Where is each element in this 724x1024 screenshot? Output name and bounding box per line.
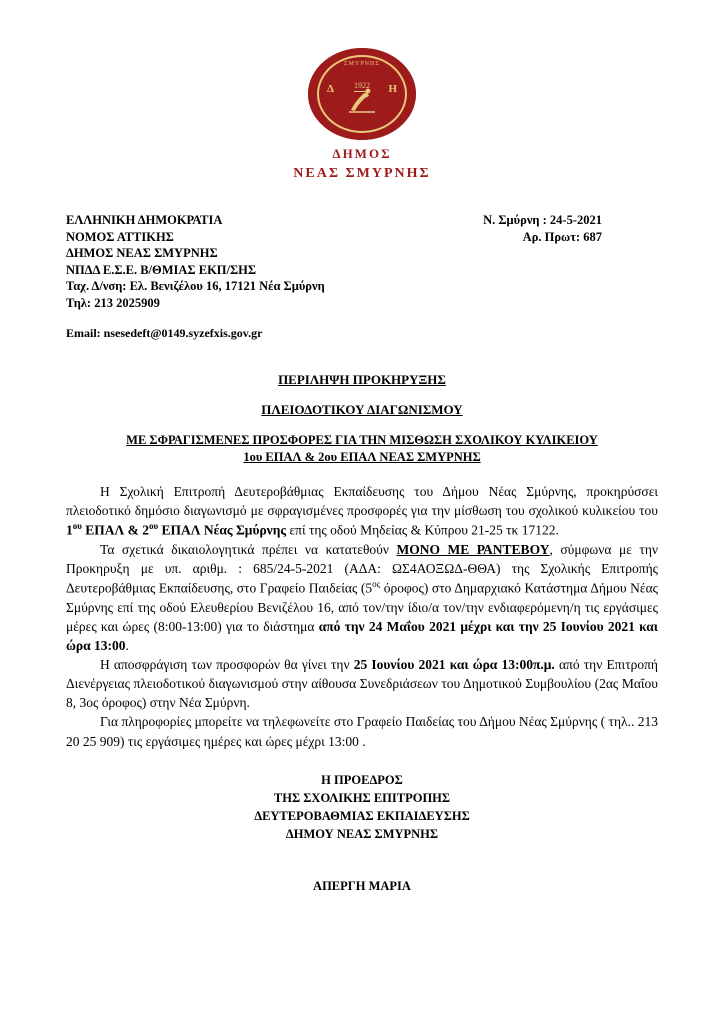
title-line-1: ΠΕΡΙΛΗΨΗ ΠΡΟΚΗΡΥΞΗΣ <box>278 371 446 387</box>
logo-name-line1: ΔΗΜΟΣ <box>332 146 392 161</box>
document-body <box>66 482 658 751</box>
p2-floor-sup: ος <box>372 578 381 589</box>
p1-bold-1-sup: ου <box>72 520 82 531</box>
p1-bold-3: ΕΠΑΛ Νέας Σμύρνης <box>158 522 287 538</box>
p2-emphasis-appointment: ΜΟΝΟ ΜΕ ΡΑΝΤΕΒΟΥ <box>396 541 550 557</box>
p3-part-a: Η αποσφράγιση των προσφορών θα γίνει την <box>100 656 354 672</box>
p1-bold-2-sup: ου <box>148 520 159 531</box>
p1-bold-1: 1 <box>66 522 73 538</box>
authority-line-3: ΔΗΜΟΣ ΝΕΑΣ ΣΜΥΡΝΗΣ <box>66 246 218 260</box>
seal-top-text: ΣΜΥΡΝΗΣ <box>344 61 380 67</box>
signature-line-1: Η ΠΡΟΕΔΡΟΣ <box>321 772 403 787</box>
letterhead <box>66 212 658 342</box>
authority-line-2: ΝΟΜΟΣ ΑΤΤΙΚΗΣ <box>66 229 174 244</box>
signature-line-2: ΤΗΣ ΣΧΟΛΙΚΗΣ ΕΠΙΤΡΟΠΗΣ <box>273 790 451 805</box>
title-line-2: ΠΛΕΙΟΔΟΤΙΚΟΥ ΔΙΑΓΩΝΙΣΜΟΥ <box>261 401 463 417</box>
p1-part-c: επί της οδού Μηδείας & Κύπρου 21-25 τκ 17122. <box>286 522 559 538</box>
paragraph-4: Για πληροφορίες μπορείτε να τηλεφωνείτε στο Γραφείο Παιδείας του Δήμου Νέας Σμύρνης ( τηλ.. 213 20 25 909) τις εργάσιμες ημέρες και ώρες μέχρι 13:00 . <box>66 714 658 749</box>
paragraph-3 <box>66 655 658 712</box>
p3-part-c: από την Επιτροπή Διενέργειας πλειοδοτικού διαγωνισμού στην αίθουσα Συνεδριάσεων του Δημοτικού Συμβουλίου (2ας Μαΐου 8, 3ος όροφος) στην Νέα Σμύρνη. <box>66 656 658 711</box>
logo-name-line2: ΝΕΑΣ ΣΜΥΡΝΗΣ <box>293 166 431 181</box>
p2-submission-period: από την 24 Μαΐου 2021 μέχρι και την 25 Ιουνίου 2021 και ώρα 13:00 <box>66 618 658 653</box>
seal-emblem-icon <box>308 48 416 140</box>
seal-inner-ring <box>317 55 407 133</box>
seal-letter-left: Δ <box>327 83 334 95</box>
p2-part-d: όροφος) στο Δημαρχιακό Κατάστημα Δήμου Νέας Σμύρνης επί της οδού Ελευθερίου Βενιζέλου 16, από τον/την ίδιο/α τον/την ενδιαφερόμενη/η τις εργάσιμες μέρες και ώρες (8:00-13:00) για το διάστημα <box>66 580 658 634</box>
authority-line-4: ΝΠΔΔ Ε.Σ.Ε. Β/ΘΜΙΑΣ ΕΚΠ/ΣΗΣ <box>66 262 257 277</box>
place-date: Ν. Σμύρνη : 24-5-2021 <box>483 213 602 227</box>
title-line-3b: 1ου ΕΠΑΛ & 2ου ΕΠΑΛ ΝΕΑΣ ΣΜΥΡΝΗΣ <box>243 449 481 464</box>
p1-part-a: Η Σχολική Επιτροπή Δευτεροβάθμιας Εκπαίδευσης του Δήμου Νέας Σμύρνης, προκηρύσσει πλειοδοτικό δημόσιο διαγωνισμό με σφραγισμένες προσφορές για την μίσθωση του σχολικού κυλικείου του <box>66 483 658 518</box>
municipality-logo <box>66 48 658 182</box>
signature-block <box>66 771 658 844</box>
authority-line-1: ΕΛΛΗΝΙΚΗ ΔΗΜΟΚΡΑΤΙΑ <box>66 213 223 227</box>
seal-letter-right: Η <box>388 83 397 95</box>
signature-line-3: ΔΕΥΤΕΡΟΒΑΘΜΙΑΣ ΕΚΠΑΙΔΕΥΣΗΣ <box>254 809 470 824</box>
phone-number: Τηλ: 213 2025909 <box>66 295 160 310</box>
p2-part-a: Τα σχετικά δικαιολογητικά πρέπει να κατατεθούν <box>100 541 397 557</box>
paragraph-2 <box>66 540 658 655</box>
p2-part-c: , σύμφωνα με την Προκηρυξη με υπ. αριθμ. : 685/24-5-2021 (ΑΔΑ: ΩΣ4ΑΟΞΩΔ-ΘΘΑ) της Σχολικής Επιτροπής Δευτεροβάθμιας Εκπαίδευσης, στο Γραφείο Παιδείας (5 <box>66 541 658 596</box>
p3-opening-datetime: 25 Ιουνίου 2021 και ώρα 13:00π.μ. <box>353 656 555 672</box>
email-address: Email: nsesedeft@0149.syzefxis.gov.gr <box>66 326 263 340</box>
document-titles <box>66 372 658 466</box>
protocol-number: Αρ. Πρωτ: 687 <box>522 229 602 244</box>
signatory-name: ΑΠΕΡΓΗ ΜΑΡΙΑ <box>313 879 411 894</box>
paragraph-1 <box>66 482 658 540</box>
postal-address: Ταχ. Δ/νση: Ελ. Βενιζέλου 16, 17121 Νέα Σμύρνη <box>66 279 325 293</box>
title-line-3a: ΜΕ ΣΦΡΑΓΙΣΜΕΝΕΣ ΠΡΟΣΦΟΡΕΣ ΓΙΑ ΤΗΝ ΜΙΣΘΩΣΗ ΣΧΟΛΙΚΟΥ ΚΥΛΙΚΕΙΟΥ <box>126 432 598 447</box>
seal-year: 1922 <box>354 81 370 90</box>
signature-line-4: ΔΗΜΟΥ ΝΕΑΣ ΣΜΥΡΝΗΣ <box>285 827 439 842</box>
p1-bold-2: ΕΠΑΛ & 2 <box>81 522 149 538</box>
p2-part-f: . <box>125 637 129 653</box>
